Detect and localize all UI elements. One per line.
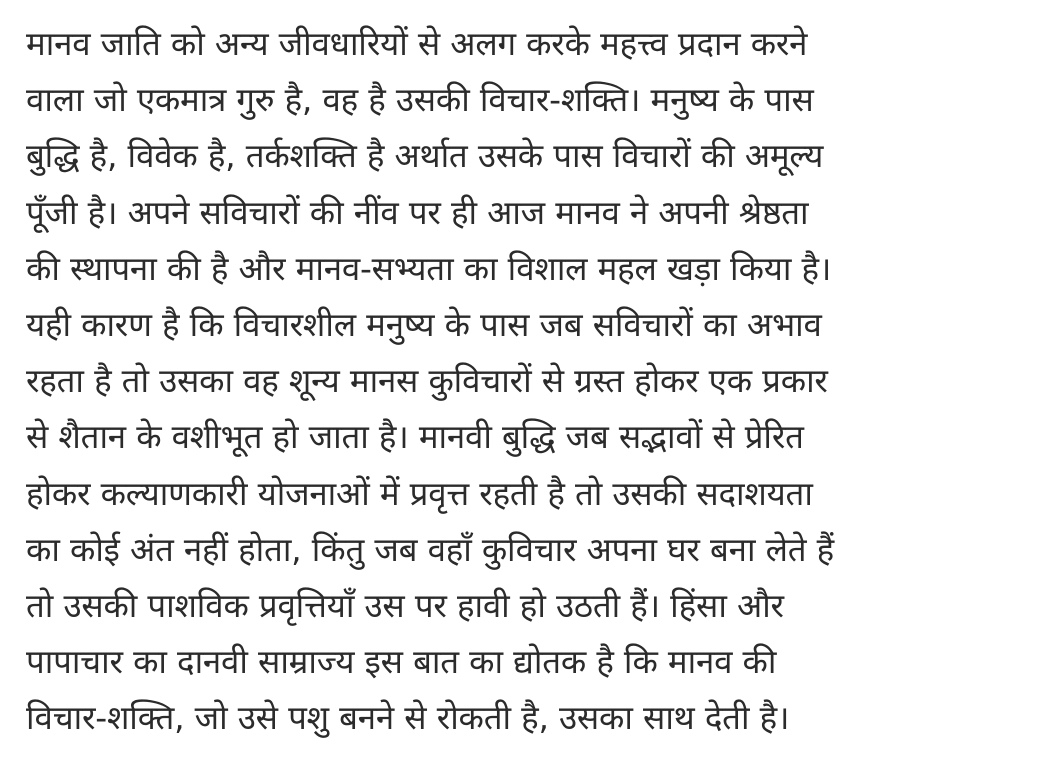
passage-line-8: से शैतान के वशीभूत हो जाता है। मानवी बुद्धि जब सद्भावों से प्रेरित	[26, 417, 804, 457]
passage-line-7: रहता है तो उसका वह शून्य मानस कुविचारों से ग्रस्त होकर एक प्रकार	[26, 361, 828, 401]
passage-line-6: यही कारण है कि विचारशील मनुष्य के पास जब सविचारों का अभाव	[26, 305, 822, 345]
passage-line-9: होकर कल्याणकारी योजनाओं में प्रवृत्त रहती है तो उसकी सदाशयता	[26, 473, 813, 513]
passage-line-4: पूँजी है। अपने सविचारों की नींव पर ही आज मानव ने अपनी श्रेष्ठता	[26, 192, 809, 232]
passage-line-13: विचार-शक्ति, जो उसे पशु बनने से रोकती है, उसका साथ देती है।	[26, 698, 790, 738]
passage-line-11: तो उसकी पाशविक प्रवृत्तियाँ उस पर हावी हो उठती हैं। हिंसा और	[26, 586, 784, 626]
passage-line-5: की स्थापना की है और मानव-सभ्यता का विशाल महल खड़ा किया है।	[26, 248, 832, 288]
passage-line-1: मानव जाति को अन्य जीवधारियों से अलग करके महत्त्व प्रदान करने	[26, 24, 808, 63]
passage-line-12: पापाचार का दानवी साम्राज्य इस बात का द्योतक है कि मानव की	[26, 642, 777, 682]
passage-line-3: बुद्धि है, विवेक है, तर्कशक्ति है अर्थात उसके पास विचारों की अमूल्य	[26, 136, 824, 176]
passage-line-10: का कोई अंत नहीं होता, किंतु जब वहाँ कुविचार अपना घर बना लेते हैं	[26, 529, 834, 569]
passage-line-2: वाला जो एकमात्र गुरु है, वह है उसकी विचार-शक्ति। मनुष्य के पास	[26, 80, 814, 120]
hindi-passage	[26, 16, 1026, 747]
